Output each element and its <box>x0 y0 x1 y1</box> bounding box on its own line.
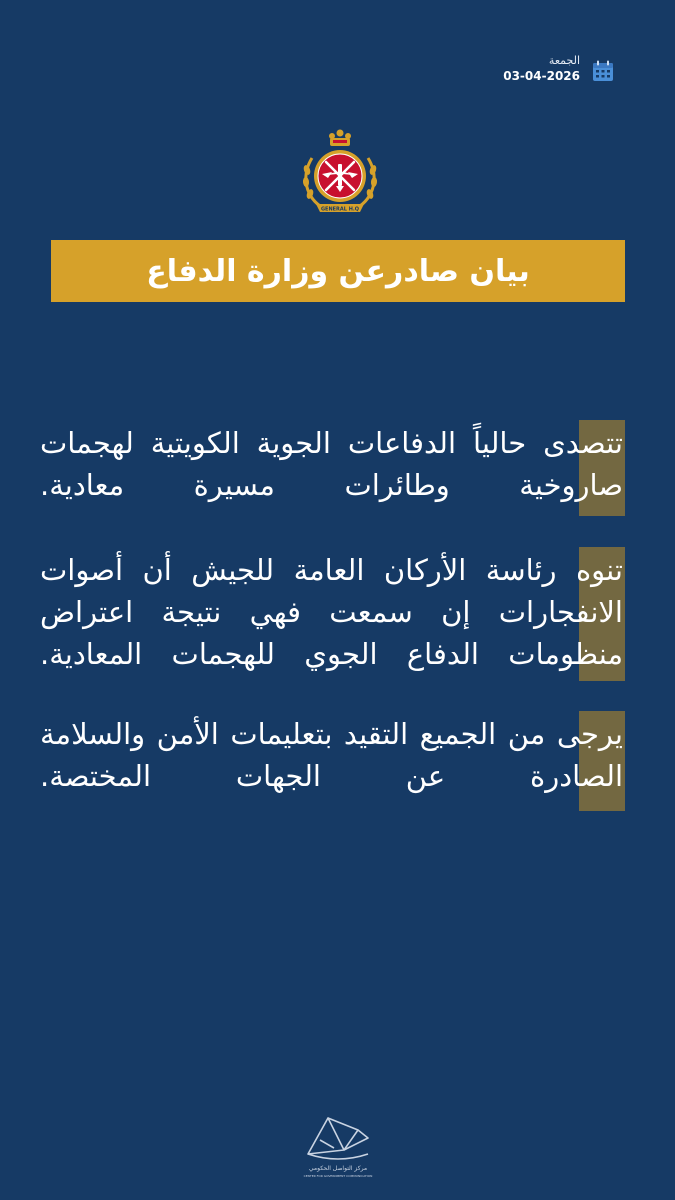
footer-logo-english: CENTER FOR GOVERNMENT COMMUNICATION <box>303 1174 373 1178</box>
date-value: 03-04-2026 <box>503 69 580 83</box>
statement-paragraph-1 <box>40 420 625 516</box>
army-emblem-icon <box>298 128 382 218</box>
statement-paragraph-3 <box>40 711 625 811</box>
statement-paragraph-2 <box>40 547 625 681</box>
paragraph-text: تنوه رئاسة الأركان العامة للجيش أن أصوات الانفجارات إن سمعت فهي نتيجة اعتراض منظومات الدفاع الجوي للهجمات المعادية. <box>40 553 623 671</box>
paragraph-text: يرجى من الجميع التقيد بتعليمات الأمن والسلامة الصادرة عن الجهات المختصة. <box>40 717 623 793</box>
emblem-label: GENERAL H.Q <box>320 206 360 213</box>
date-day: الجمعة <box>548 54 580 67</box>
date-block <box>500 54 620 88</box>
cgc-logo-icon <box>298 1110 378 1182</box>
page-title: بيان صادرعن وزارة الدفاع <box>146 253 530 289</box>
title-bar <box>51 240 625 302</box>
footer-logo-arabic: مركز التواصل الحكومي <box>308 1165 368 1172</box>
calendar-icon <box>592 60 614 82</box>
date-text <box>503 54 580 84</box>
paragraph-text: تتصدى حالياً الدفاعات الجوية الكويتية لهجمات صاروخية وطائرات مسيرة معادية. <box>40 426 623 502</box>
